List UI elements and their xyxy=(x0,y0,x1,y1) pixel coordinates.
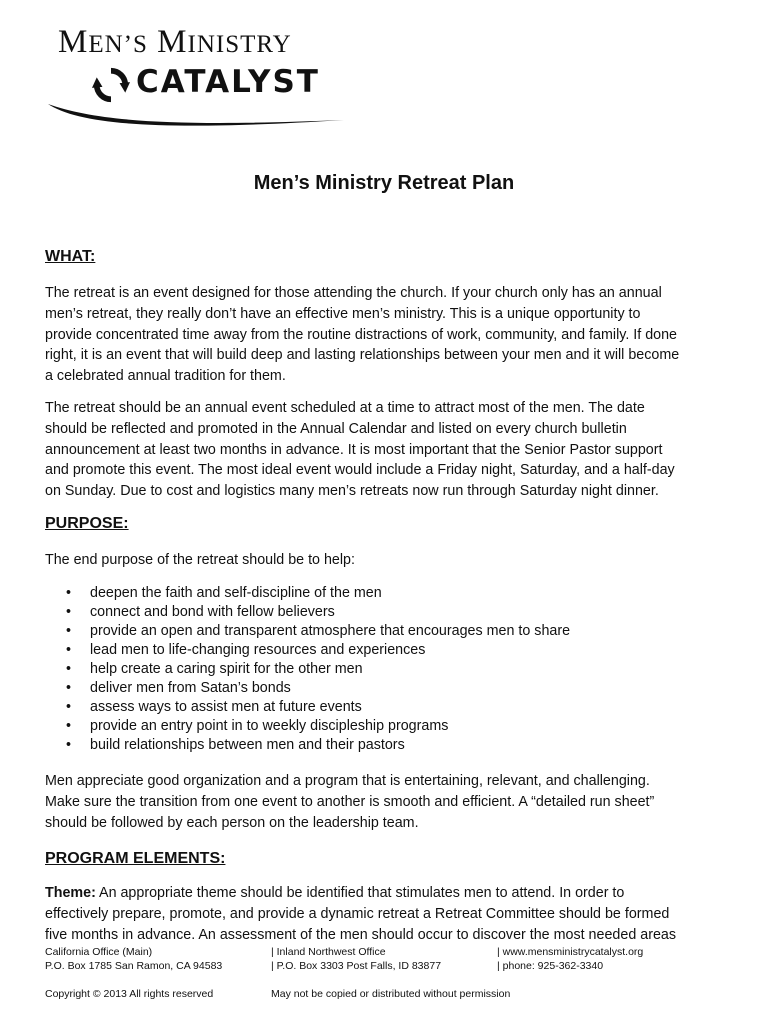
text-line: right, it is an event that will build deep and lasting relationships between your men and it will become xyxy=(45,347,680,364)
bullet-icon: • xyxy=(66,642,72,658)
text-line: on Sunday. Due to cost and logistics many men’s retreats now run through Saturday night dinner. xyxy=(45,483,659,500)
text-line: Men appreciate good organization and a program that is entertaining, relevant, and challenging. xyxy=(45,773,650,789)
text-line: five months in advance. An assessment of the men should occur to discover the most needed areas xyxy=(45,926,677,943)
list-item: • connect and bond with fellow believers xyxy=(66,604,335,620)
text-line: and promote this event. The most ideal event would include a Friday night, Saturday, and a half-day xyxy=(45,462,675,479)
logo-wordmark-top: MEN’S MINISTRY xyxy=(58,24,292,60)
website-link[interactable]: | www.mensministrycatalyst.org xyxy=(497,946,644,958)
logo xyxy=(44,20,354,132)
distribution-notice: May not be copied or distributed without permission xyxy=(271,988,511,1000)
bullet-icon: • xyxy=(66,604,72,620)
bullet-icon: • xyxy=(66,737,72,753)
footer-california-office: California Office (Main) P.O. Box 1785 San Ramon, CA 94583 xyxy=(45,946,223,972)
list-item: • provide an entry point in to weekly discipleship programs xyxy=(66,718,449,734)
text-line: The retreat is an event designed for those attending the church. If your church only has an annual xyxy=(45,285,662,301)
text-line: Theme: An appropriate theme should be identified that stimulates men to attend. In order to xyxy=(45,885,625,901)
text-line: provide concentrated time away from the routine distractions of work, community, and family. If done xyxy=(45,326,677,343)
bullet-icon: • xyxy=(66,661,72,677)
list-item: • help create a caring spirit for the other men xyxy=(66,661,363,677)
purpose-intro: The end purpose of the retreat should be to help: xyxy=(45,552,355,568)
bullet-icon: • xyxy=(66,699,72,715)
text-line: should be reflected and promoted in the Annual Calendar and listed on every church bulletin xyxy=(45,420,627,437)
text-line: The retreat should be an annual event scheduled at a time to attract most of the men. The date xyxy=(45,400,645,416)
theme-paragraph xyxy=(45,883,735,945)
list-item: • assess ways to assist men at future events xyxy=(66,699,362,715)
copyright-text: Copyright © 2013 All rights reserved xyxy=(45,988,214,1000)
bullet-icon: • xyxy=(66,623,72,639)
footer-inland-office: | Inland Northwest Office | P.O. Box 3303 Post Falls, ID 83877 xyxy=(271,946,442,972)
list-item: • deliver men from Satan’s bonds xyxy=(66,680,291,696)
bullet-icon: • xyxy=(66,718,72,734)
text-line: Make sure the transition from one event to another is smooth and efficient. A “detailed run sheet” xyxy=(45,793,655,810)
list-item: • build relationships between men and their pastors xyxy=(66,737,405,753)
text-line: should be followed by each person on the leadership team. xyxy=(45,814,419,831)
text-line: men’s retreat, they really don’t have an effective men’s ministry. This is a unique opportunity to xyxy=(45,305,641,322)
purpose-heading: PURPOSE: xyxy=(45,515,129,532)
list-item: • deepen the faith and self-discipline of the men xyxy=(66,585,382,601)
document-title: Men’s Ministry Retreat Plan xyxy=(253,172,515,194)
bullet-icon: • xyxy=(66,585,72,601)
what-paragraph-1 xyxy=(45,283,735,387)
circular-arrows-icon xyxy=(92,66,130,104)
what-paragraph-2 xyxy=(45,398,735,502)
logo-swoosh xyxy=(44,100,354,132)
text-line: announcement at least two months in advance. It is most important that the Senior Pastor support xyxy=(45,441,663,458)
purpose-bullet-list xyxy=(45,584,735,755)
purpose-closing-paragraph xyxy=(45,771,735,833)
text-line: effectively prepare, promote, and provide a dynamic retreat a Retreat Committee should be formed xyxy=(45,905,670,922)
theme-label: Theme: xyxy=(45,885,96,901)
text-line: a celebrated annual tradition for them. xyxy=(45,368,286,385)
what-heading: WHAT: xyxy=(45,248,96,265)
footer-contact: | www.mensministrycatalyst.org | phone: 925-362-3340 xyxy=(497,946,644,972)
program-elements-heading: PROGRAM ELEMENTS: xyxy=(45,850,226,867)
bullet-icon: • xyxy=(66,680,72,696)
list-item: • provide an open and transparent atmosphere that encourages men to share xyxy=(66,623,571,639)
list-item: • lead men to life-changing resources and experiences xyxy=(66,642,426,658)
logo-wordmark-bottom: CATALYST xyxy=(136,64,320,100)
